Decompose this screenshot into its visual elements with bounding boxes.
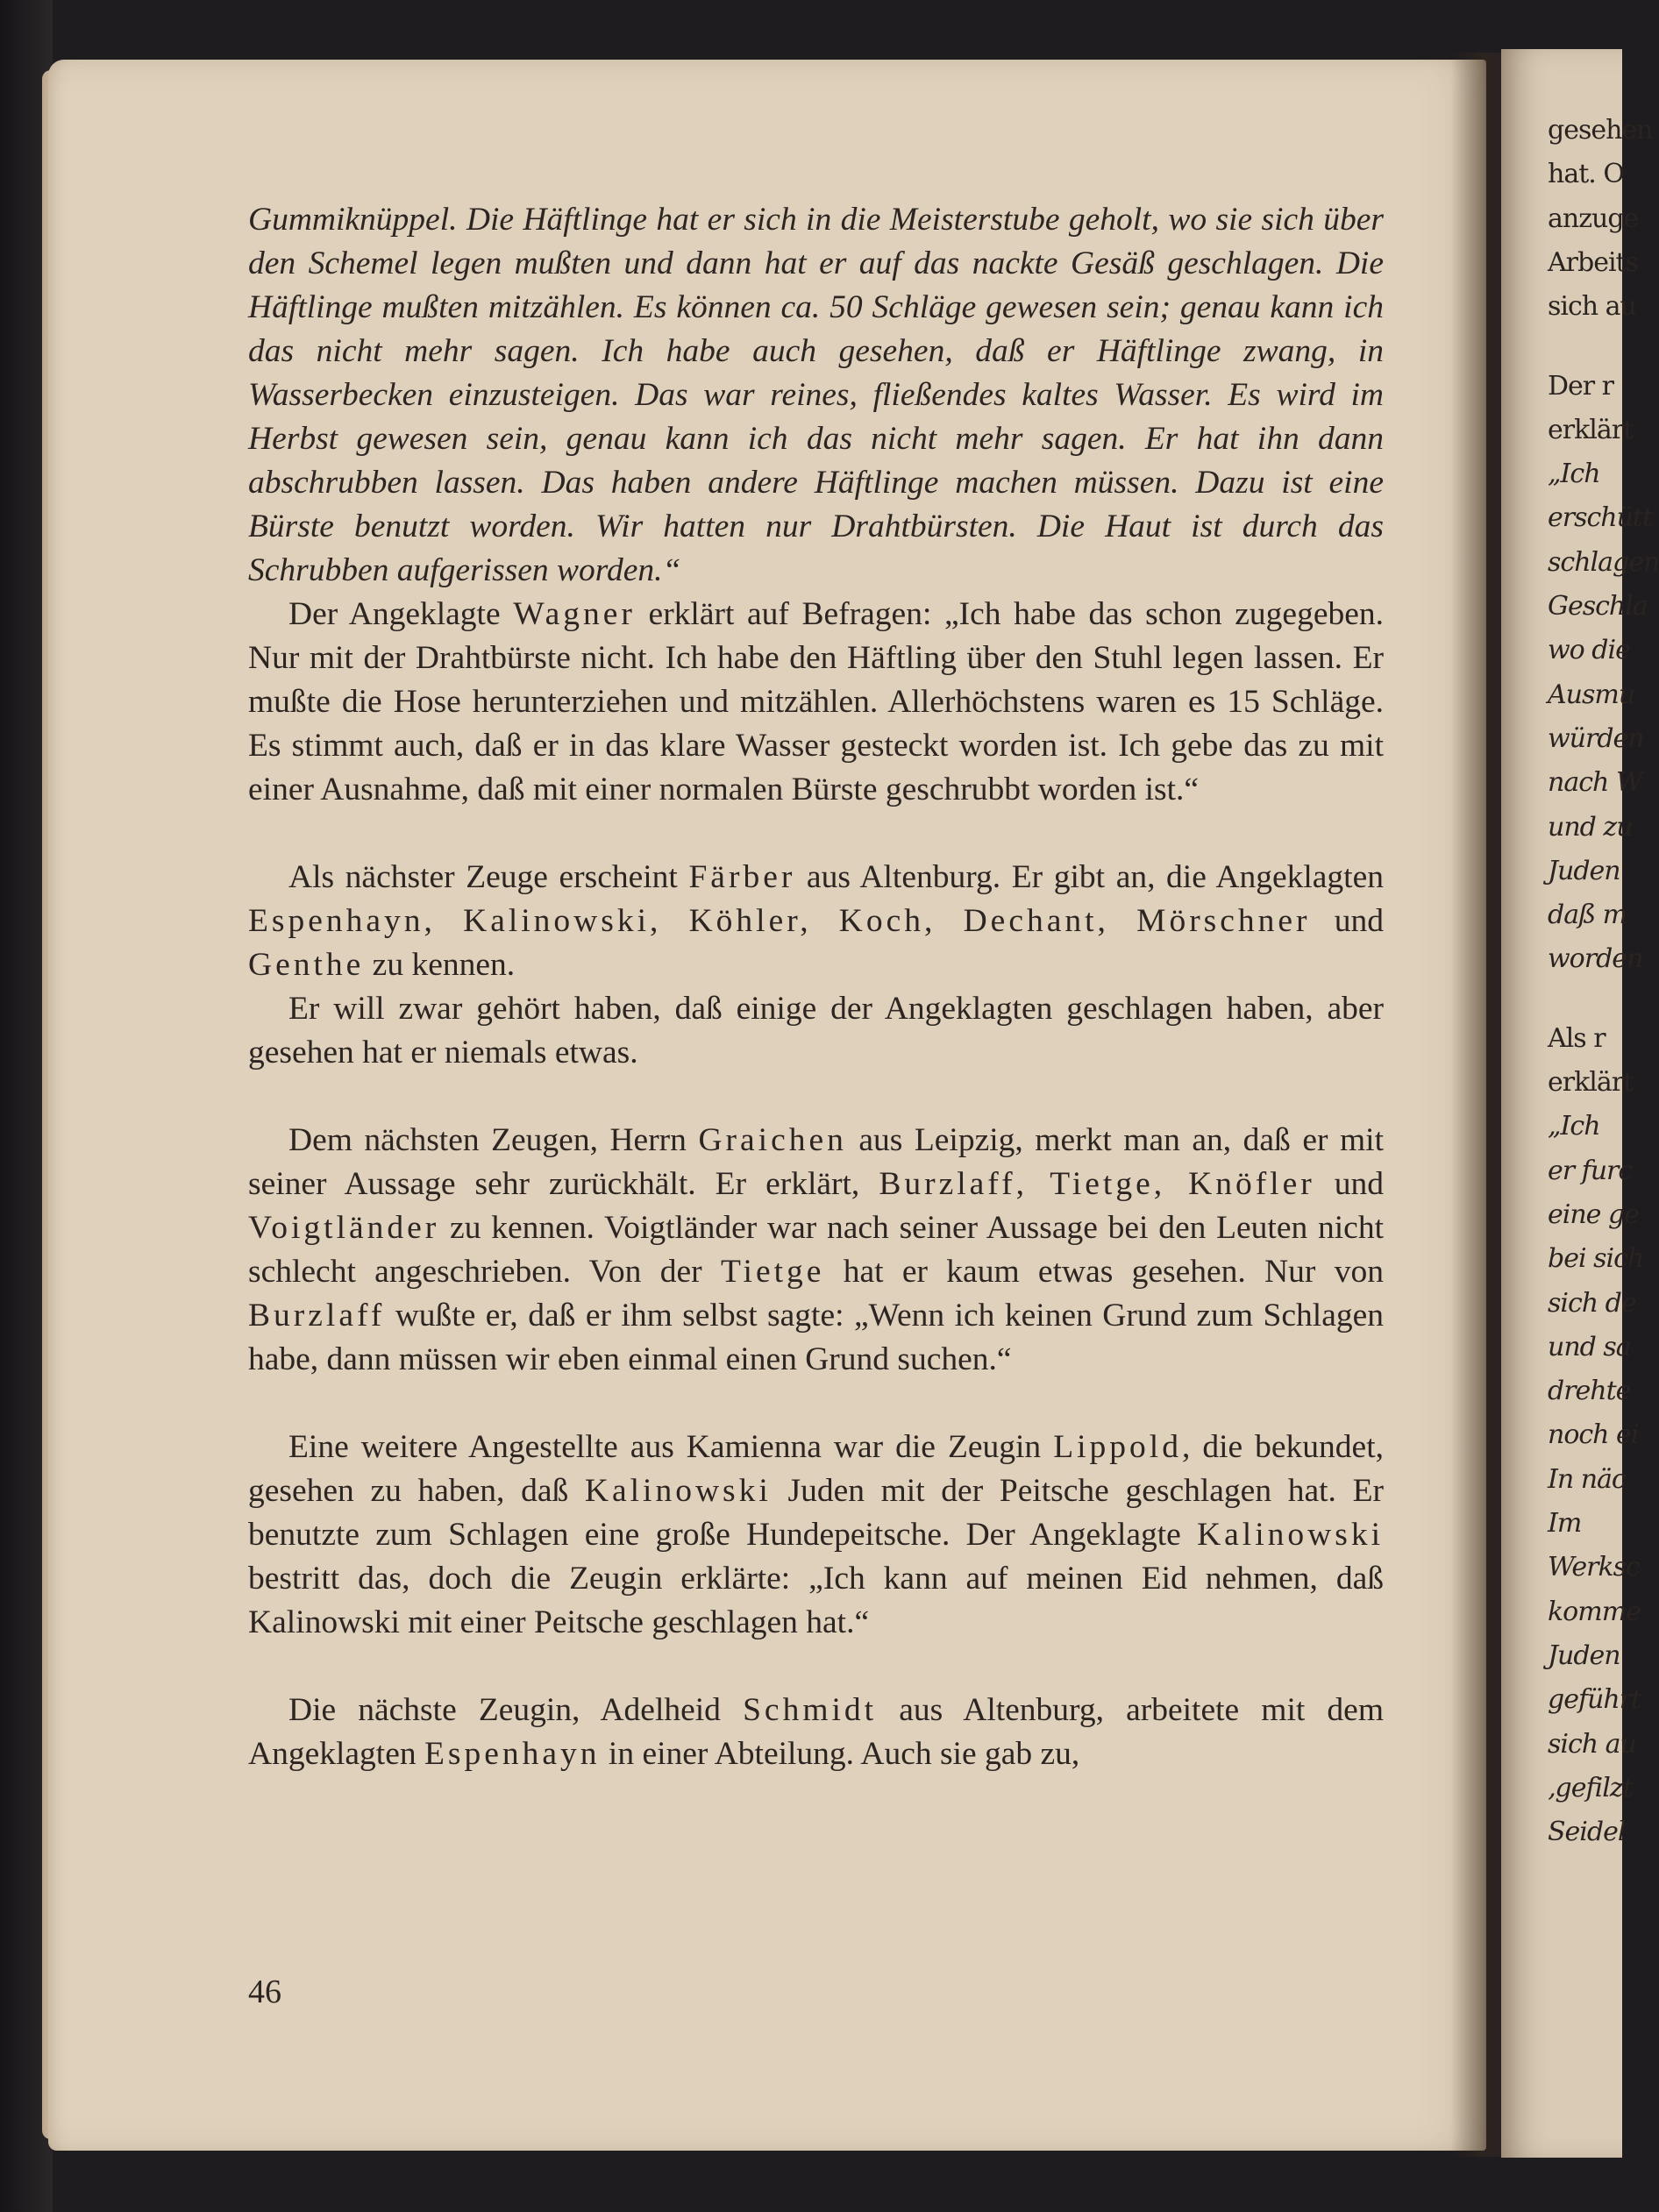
text-run: und [1310, 903, 1385, 939]
next-page-fragment: drehte [1548, 1376, 1631, 1407]
next-page-fragment: Im [1548, 1508, 1582, 1539]
text-run: Die nächste Zeugin, Adelheid [288, 1692, 744, 1728]
next-page-fragment: schlagen [1548, 546, 1659, 578]
next-page-fragment: noch ei [1548, 1419, 1639, 1451]
next-page-fragment: nach W [1548, 767, 1642, 799]
next-page-fragment: Juden [1548, 855, 1620, 886]
text-run: Eine weitere Angestellte aus Kamienna war die Zeugin [288, 1429, 1054, 1465]
spaced-name: Genthe [248, 947, 365, 983]
next-page-fragment: würden [1548, 722, 1644, 754]
paragraph [248, 856, 1384, 987]
text-run: Dem nächsten Zeugen, Herrn [288, 1122, 699, 1158]
text-run: wußte er, daß er ihm selbst sagte: „Wenn ich keinen Grund zum Schlagen habe, dann müssen wir eben einmal einen Grund suchen.“ [248, 1298, 1384, 1377]
spaced-name: Lippold [1053, 1429, 1182, 1465]
next-page-fragment: bei sich [1548, 1243, 1644, 1275]
paragraph [248, 593, 1384, 812]
next-page-fragment: Geschla [1548, 591, 1648, 622]
text-run: hat er kaum etwas gesehen. Nur von [824, 1254, 1384, 1290]
next-page-fragment: Juden [1548, 1639, 1620, 1671]
next-page-fragment: erklärt [1548, 1067, 1634, 1098]
text-run: Der Angeklagte [288, 596, 514, 632]
text-run: Juden mit der Peitsche geschlagen hat. Er benutzte zum Schlagen eine große Hundepeitsche. Der Angeklagte [248, 1473, 1384, 1553]
next-page-fragment: worden [1548, 943, 1643, 975]
text-run: zu kennen. [364, 947, 516, 983]
next-page-fragment: sich de [1548, 1287, 1636, 1319]
text-run: Als nächster Zeuge erscheint [288, 859, 689, 895]
book-gutter [1451, 53, 1504, 2157]
next-page-fragment: er furc [1548, 1155, 1633, 1186]
text-run: aus Altenburg, arbeitete mit dem Angeklagten [248, 1692, 1384, 1772]
next-page-fragment: „Ich [1548, 459, 1600, 490]
next-page-fragment: und sa [1548, 1331, 1631, 1362]
next-page-fragment: Seidel [1548, 1817, 1626, 1848]
next-page-fragment: erklärt [1548, 414, 1634, 445]
next-page-fragment: Ausmu [1548, 679, 1635, 710]
text-run: Gummiknüppel. Die Häftlinge hat er sich in die Meisterstube geholt, wo sie sich über den Schemel legen mußten und dann hat er auf das nackte Gesäß geschlagen. Die Häftlinge mußten mitzählen. Es können ca. 50 Schläge gewesen sein; genau kann ich das nicht mehr sagen. Ich habe auch gesehen, daß er Häftlinge zwang, in Wasserbecken einzusteigen. Das war reines, fließendes kaltes Wasser. Es wird im Herbst gewesen sein, genau kann ich das nicht mehr sagen. Er hat ihn dann abschrubben lassen. Das haben andere Häftlinge machen müssen. Dazu ist eine Bürste benutzt worden. Wir hatten nur Drahtbürsten. Die Haut ist durch das Schrubben aufgerissen worden.“ [248, 202, 1384, 588]
text-run: aus Altenburg. Er gibt an, die Angeklagten [795, 859, 1384, 895]
text-run: , die bekundet, gesehen zu haben, daß [248, 1429, 1384, 1509]
spaced-name: Espenhayn [424, 1736, 601, 1772]
next-page-fragment: anzuge [1548, 203, 1639, 234]
text-run: und [1314, 1166, 1385, 1202]
next-page-fragment: wo die [1548, 635, 1630, 666]
right-page-partial [1501, 49, 1659, 2158]
paragraph [248, 987, 1384, 1075]
next-page-fragment: „Ich [1548, 1111, 1600, 1142]
next-page-fragment: eine ge [1548, 1198, 1639, 1230]
next-page-fragment: hat. O [1548, 159, 1624, 190]
spaced-name: Kalinowski [584, 1473, 772, 1509]
text-run: bestritt das, doch die Zeugin erklärte: „Ich kann auf meinen Eid nehmen, daß Kalinowski mit einer Peitsche geschlagen hat.“ [248, 1561, 1384, 1640]
spaced-name: Voigtländer [248, 1210, 440, 1246]
spaced-name: Burzlaff, Tietge, Knöfler [879, 1166, 1315, 1202]
next-page-fragment: sich au [1548, 1728, 1636, 1760]
next-page-fragment: Als r [1548, 1022, 1606, 1054]
spaced-name: Schmidt [743, 1692, 878, 1728]
next-page-fragment: komme [1548, 1596, 1641, 1627]
spaced-name: Burzlaff [248, 1298, 386, 1334]
next-page-fragment: geführt [1548, 1684, 1641, 1716]
next-page-fragment: gesehen [1548, 115, 1653, 146]
text-run: Er will zwar gehört haben, daß einige der Angeklagten geschlagen haben, aber gesehen hat er niemals etwas. [248, 991, 1384, 1070]
paragraph [248, 1689, 1384, 1776]
page-number: 46 [248, 1974, 281, 2010]
spaced-name: Wagner [513, 596, 636, 632]
spaced-name: Färber [688, 859, 796, 895]
next-page-fragment: Der r [1548, 370, 1614, 402]
spaced-name: Kalinowski [1197, 1517, 1384, 1553]
next-page-fragment: Werksc [1548, 1552, 1640, 1583]
next-page-fragment: erschütt [1548, 502, 1653, 534]
next-page-fragment: Arbeits [1548, 246, 1639, 278]
text-run: erklärt auf Befragen: „Ich habe das schon zugegeben. Nur mit der Drahtbürste nicht. Ich habe den Häftling über den Stuhl legen lassen. Er mußte die Hose herunterziehen und mitzählen. Allerhöchstens waren es 15 Schläge. Es stimmt auch, daß er in das klare Wasser gesteckt worden ist. Ich gebe das zu mit einer Ausnahme, daß mit einer normalen Bürste geschrubbt worden ist.“ [248, 596, 1384, 807]
page-body-text [248, 198, 1384, 1776]
next-page-fragment: daß m [1548, 900, 1627, 931]
next-page-fragment: und zu [1548, 811, 1633, 843]
spaced-name: Graichen [698, 1122, 847, 1158]
text-run: zu kennen. Voigtländer war nach seiner Aussage bei den Leuten nicht schlecht angeschrieben. Von der [248, 1210, 1384, 1290]
next-page-fragment: sich au [1548, 291, 1636, 323]
text-run: in einer Abteilung. Auch sie gab zu, [600, 1736, 1080, 1772]
paragraph [248, 1119, 1384, 1382]
text-run: aus Leipzig, merkt man an, daß er mit seiner Aussage sehr zurückhält. Er erklärt, [248, 1122, 1384, 1202]
spaced-name: Tietge [720, 1254, 825, 1290]
next-page-fragment: ‚gefilzt [1548, 1772, 1633, 1803]
next-page-fragment: In näc [1548, 1463, 1626, 1495]
spaced-name: Espenhayn, Kalinowski, Köhler, Koch, Dechant, Mörschner [248, 903, 1311, 939]
paragraph [248, 198, 1384, 593]
paragraph [248, 1426, 1384, 1645]
